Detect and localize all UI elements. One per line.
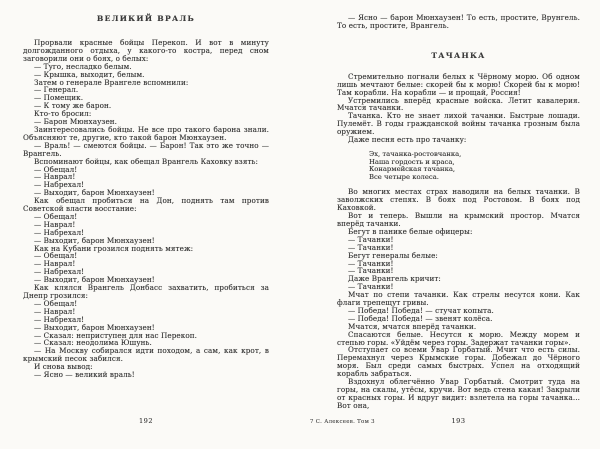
dialogue-line: — Тачанки! [348,266,394,276]
dialogue-line: — Сказал: неодолима Юшунь. [34,338,152,348]
dialogue-line: — Выходит, барон Мюнхаузен! [34,322,155,332]
page-right-body [337,73,580,410]
paragraph: Вздохнул облегчённо Увар Горбатый. Смотрит туда на горы, на скалы, утёсы, кручи. Вот ведь стена какая! Закрыли от красных горы. И вдруг видит: взлетела на горы тачанка... Вот она, [337,377,580,410]
chapter-title-left: ВЕЛИКИЙ ВРАЛЬ [96,14,196,23]
paragraph: Вспоминают бойцы, как обещал Врангель Каховку взять: [34,156,259,166]
book-signature: 7 С. Алексеев. Том 3 [310,419,375,425]
paragraph: Как обещал пробиться на Дон, поднять там против Советской власти восстание: [23,196,269,214]
dialogue-line: — Туго, несладко белым. [34,61,132,71]
chapter-title-right: ТАЧАНКА [431,50,486,60]
dialogue-line: — Выходит, барон Мюнхаузен! [34,188,155,198]
paragraph: Вот и теперь. Вышли на крымский простор. Мчатся вперёд тачанки. [337,211,580,228]
paragraph: — Враль! — смеются бойцы. — Барон! Так это же точно — Врангель. [23,140,269,158]
page-number-left: 192 [138,417,154,425]
paragraph: Мчат по степи тачанки. Как стрелы несутся кони. Как флаги трепещут гривы. [337,290,580,308]
dialogue-line: — Обещал! [34,164,78,174]
verse-line: Эх, тачанка-ростовчанка, [369,149,462,158]
dialogue-line: — Набрехал! [34,180,85,190]
dialogue-line: — Тачанки! [348,242,394,252]
paragraph: Спасаются белые. Несутся к морю. Между морем и степью горы. «Уйдём через горы. Задержат тачанки горы». [337,329,580,347]
page-right [337,14,580,410]
paragraph: Во многих местах страх наводили на белых тачанки. В заволжских степях. В боях под Ростовом. В боях под Каховкой. [337,187,580,213]
page-left-body [23,39,269,379]
dialogue-line: — Помещик. [34,93,84,103]
dialogue-line: — Наврал! [34,259,76,269]
dialogue-line: — Набрехал! [34,314,85,324]
dialogue-line: — Победа! Победа! — звенят колёса. [348,313,493,323]
dialogue-line: — Наврал! [34,172,76,182]
page-right-opening [337,14,580,30]
dialogue-line: — Обещал! [34,298,78,308]
dialogue-line: — Выходит, барон Мюнхаузен! [34,275,155,285]
paragraph: Устремились вперёд красные войска. Летит кавалерия. Мчатся тачанки. [337,95,580,113]
paragraph: Отступает со всеми Увар Горбатый. Мчит что есть силы. Перемахнул через Крымские горы. Добежал до Чёрного моря. Был среди самых быстрых. Успел на отходящий корабль забраться. [337,345,580,379]
dialogue-line: — Сказал: неприступен для нас Перекоп. [34,330,198,340]
paragraph: — На Москву собирался идти походом, а сам, как крот, в крымский песок забился. [23,346,269,364]
page-number-right: 193 [451,417,466,425]
dialogue-line: — Выходит, барон Мюнхаузен! [34,235,155,245]
dialogue-line: — Генерал. [34,85,79,95]
paragraph: Затем о генерале Врангеле вспомнили: [34,77,189,87]
dialogue-line: — Крышка, выходит, белым. [34,69,145,79]
paragraph: Заинтересовались бойцы. Не все про такого барона знали. Объясняют те, другие, кто такой барон Мюнхаузен. [23,124,269,142]
dialogue-line: — Обещал! [34,211,78,221]
dialogue-line: — Набрехал! [34,267,85,277]
dialogue-line: — Обещал! [34,251,78,261]
paragraph: Даже Врангель кричит: [348,274,441,284]
paragraph: Даже песня есть про тачанку: [348,135,467,145]
paragraph: Мчатся, мчатся вперёд тачанки. [348,321,477,331]
dialogue-line: — К тому же барон. [34,101,112,111]
paragraph: Бегут в панике белые офицеры: [348,226,473,236]
dialogue-line: — Победа! Победа! — стучат копыта. [348,305,494,315]
paragraph: Бегут генералы белые: [348,250,438,260]
paragraph: Как на Кубани грозился поднять мятеж: [34,243,194,253]
dialogue-line: — Барон Мюнхаузен. [34,117,118,127]
paragraph: Прорвали красные бойцы Перекоп. И вот в минуту долгожданного отдыха, у какого-то костра, перед сном заговорили они о боях, о белых: [23,38,269,63]
paragraph: Кто-то бросил: [34,109,92,119]
verse-line: Все четыре колеса. [369,172,439,181]
verse-block [369,151,580,181]
dialogue-line: — Наврал! [34,306,76,316]
verse-line: Конармейская тачанка, [369,165,456,174]
dialogue-line: — Тачанки! [348,258,394,268]
dialogue-line: — Тачанки! [348,234,394,244]
dialogue-line: — Тачанки! [348,282,394,292]
dialogue-line: — Набрехал! [34,227,85,237]
paragraph: — Ясно — барон Мюнхаузен! То есть, простите, Врунгель. То есть, простите, Врангель. [337,13,580,30]
paragraph: Тачанка. Кто не знает лихой тачанки. Быстрые лошади. Пулемёт. В годы гражданской войны тачанка грозным была оружием. [337,111,580,137]
paragraph: Стремительно погнали белых к Чёрному морю. Об одном лишь мечтают белые: скорей бы к морю! Скорей бы к морю! Там корабли. На корабли — и прощай, Россия! [337,71,580,97]
paragraph: И снова вывод: [34,362,93,372]
page-left [23,10,269,379]
verse-line: Наша гордость и краса, [369,157,455,166]
paragraph: Как клялся Врангель Донбасс захватить, пробиться за Днепр грозился: [23,283,269,300]
dialogue-line: — Ясно — великий враль! [34,370,135,380]
dialogue-line: — Наврал! [34,219,76,229]
